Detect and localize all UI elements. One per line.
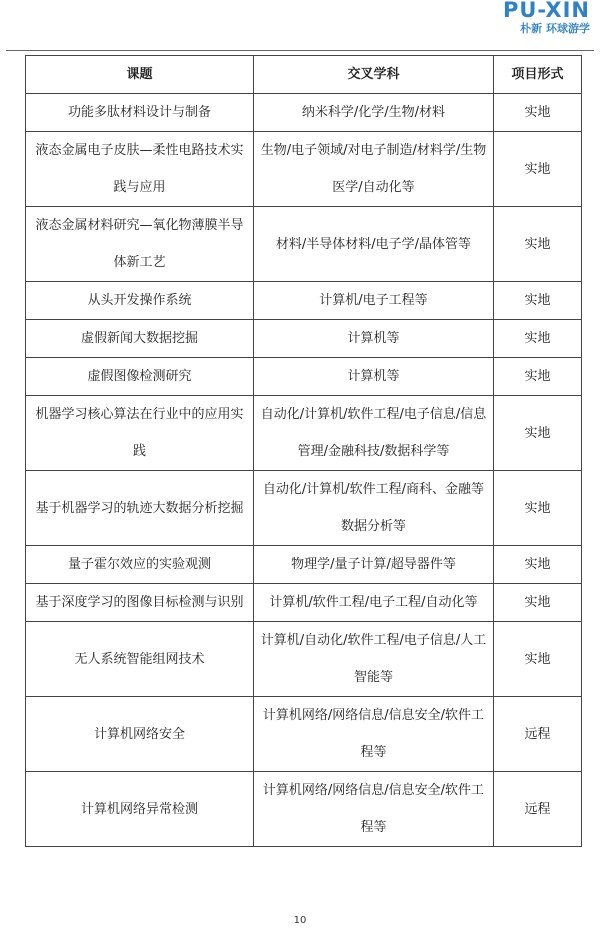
topic-cell: 计算机网络安全 [26, 697, 254, 772]
form-cell: 实地 [494, 396, 582, 471]
form-cell: 实地 [494, 132, 582, 207]
discipline-cell: 材料/半导体材料/电子学/晶体管等 [254, 207, 494, 282]
table-row [26, 471, 582, 546]
topic-cell: 功能多肽材料设计与制备 [26, 94, 254, 132]
discipline-cell: 计算机网络/网络信息/信息安全/软件工程等 [254, 697, 494, 772]
discipline-cell: 生物/电子领域/对电子制造/材料学/生物医学/自动化等 [254, 132, 494, 207]
discipline-cell: 计算机等 [254, 358, 494, 396]
table-row [26, 396, 582, 471]
topic-cell: 量子霍尔效应的实验观测 [26, 546, 254, 584]
column-header-topic: 课题 [26, 56, 254, 94]
topic-cell: 从头开发操作系统 [26, 282, 254, 320]
column-header-discipline: 交叉学科 [254, 56, 494, 94]
form-cell: 实地 [494, 94, 582, 132]
discipline-cell: 纳米科学/化学/生物/材料 [254, 94, 494, 132]
topic-cell: 基于深度学习的图像目标检测与识别 [26, 584, 254, 622]
course-table [25, 55, 582, 847]
header-divider [6, 50, 594, 51]
discipline-cell: 物理学/量子计算/超导器件等 [254, 546, 494, 584]
topic-cell: 液态金属电子皮肤—柔性电路技术实践与应用 [26, 132, 254, 207]
topic-cell: 计算机网络异常检测 [26, 772, 254, 847]
table-row [26, 772, 582, 847]
discipline-cell: 自动化/计算机/软件工程/电子信息/信息管理/金融科技/数据科学等 [254, 396, 494, 471]
table-row [26, 622, 582, 697]
form-cell: 实地 [494, 358, 582, 396]
table-row [26, 584, 582, 622]
table-row [26, 282, 582, 320]
table-row [26, 132, 582, 207]
topic-cell: 液态金属材料研究—氧化物薄膜半导体新工艺 [26, 207, 254, 282]
brand-logo [482, 0, 592, 36]
table-row [26, 207, 582, 282]
topic-cell: 机器学习核心算法在行业中的应用实践 [26, 396, 254, 471]
discipline-cell: 计算机/电子工程等 [254, 282, 494, 320]
form-cell: 实地 [494, 282, 582, 320]
table-row [26, 320, 582, 358]
table-row [26, 358, 582, 396]
topic-cell: 无人系统智能组网技术 [26, 622, 254, 697]
form-cell: 远程 [494, 772, 582, 847]
form-cell: 实地 [494, 320, 582, 358]
table-header-row [26, 56, 582, 94]
table-row [26, 697, 582, 772]
form-cell: 实地 [494, 207, 582, 282]
logo-subtitle: 朴新 环球游学 [520, 22, 590, 35]
logo-wordmark: PU-XIN [502, 0, 590, 22]
topic-cell: 虚假新闻大数据挖掘 [26, 320, 254, 358]
form-cell: 实地 [494, 546, 582, 584]
table-row [26, 546, 582, 584]
discipline-cell: 计算机/自动化/软件工程/电子信息/人工智能等 [254, 622, 494, 697]
discipline-cell: 计算机等 [254, 320, 494, 358]
topic-cell: 基于机器学习的轨迹大数据分析挖掘 [26, 471, 254, 546]
form-cell: 实地 [494, 584, 582, 622]
column-header-form: 项目形式 [494, 56, 582, 94]
discipline-cell: 自动化/计算机/软件工程/商科、金融等数据分析等 [254, 471, 494, 546]
discipline-cell: 计算机网络/网络信息/信息安全/软件工程等 [254, 772, 494, 847]
table-row [26, 94, 582, 132]
topic-cell: 虚假图像检测研究 [26, 358, 254, 396]
discipline-cell: 计算机/软件工程/电子工程/自动化等 [254, 584, 494, 622]
form-cell: 实地 [494, 471, 582, 546]
form-cell: 远程 [494, 697, 582, 772]
page-number: 10 [293, 915, 307, 926]
form-cell: 实地 [494, 622, 582, 697]
